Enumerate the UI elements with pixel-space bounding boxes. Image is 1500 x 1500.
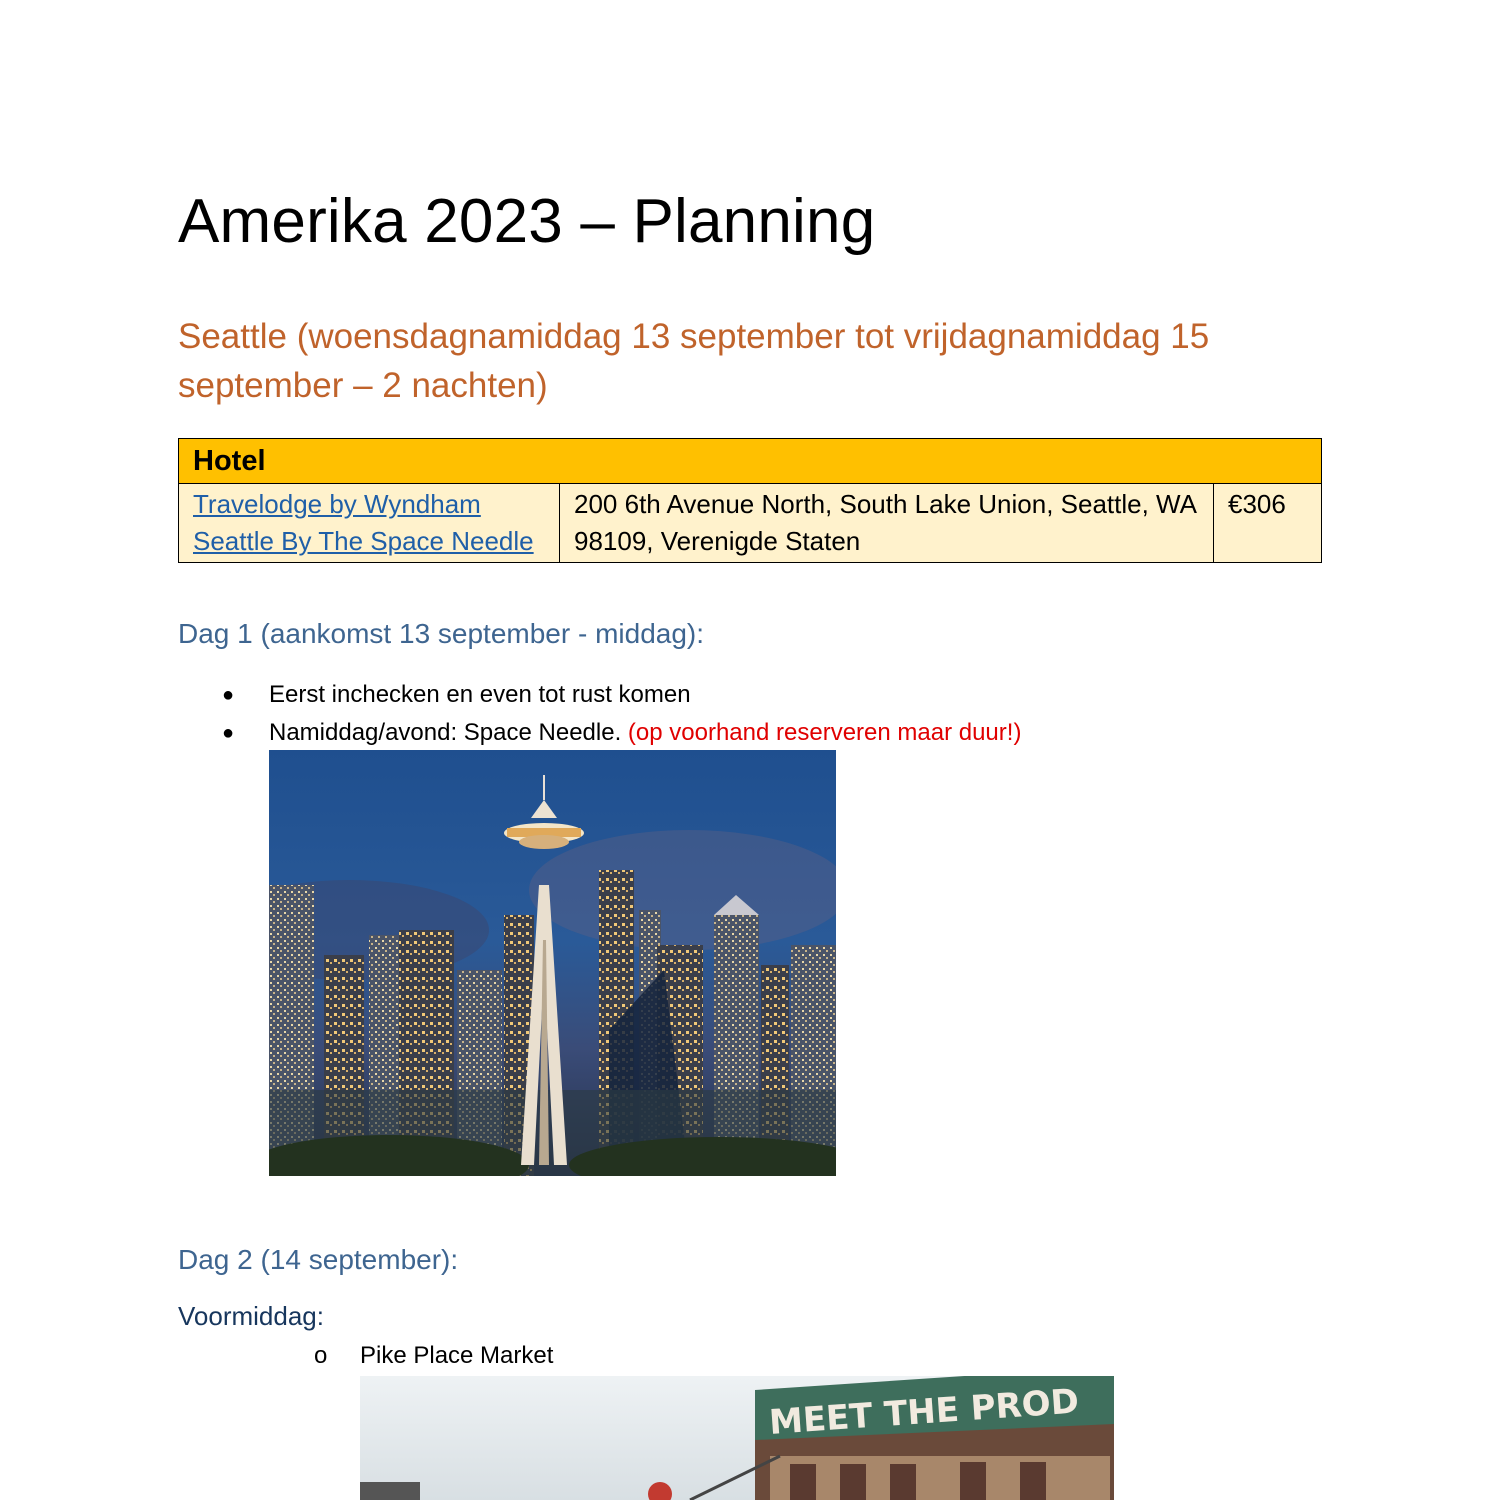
list-item-text: Eerst inchecken en even tot rust komen [269, 681, 691, 708]
list-item-text: Namiddag/avond: Space Needle. [269, 719, 628, 746]
hotel-table [178, 438, 1322, 563]
hotel-link-line2: Seattle By The Space Needle [193, 526, 534, 556]
list-item-text: Pike Place Market [360, 1342, 554, 1369]
pike-place-photo-image [360, 1376, 1114, 1500]
hotel-price-cell: €306 [1214, 484, 1322, 563]
hotel-table-header: Hotel [179, 439, 1322, 484]
space-needle-photo-image [269, 750, 836, 1176]
hotel-link-line1: Travelodge by Wyndham [193, 489, 481, 519]
day2-heading: Dag 2 (14 september): [178, 1244, 459, 1275]
hotel-link[interactable] [193, 489, 534, 556]
day1-heading: Dag 1 (aankomst 13 september - middag): [178, 618, 705, 649]
bullet-icon: ● [222, 722, 235, 744]
hotel-name-cell [179, 484, 560, 563]
day2-subheading: Voormiddag: [178, 1301, 324, 1331]
market-sign-text: MEET THE PROD [767, 1381, 1081, 1443]
list-item [222, 714, 1021, 752]
day1-list [222, 676, 1021, 752]
circle-bullet-icon: o [314, 1342, 328, 1369]
document-title: Amerika 2023 – Planning [178, 187, 876, 256]
list-item [222, 676, 1021, 714]
hotel-address-cell: 200 6th Avenue North, South Lake Union, Seattle, WA 98109, Verenigde Staten [560, 484, 1214, 563]
table-row [179, 484, 1322, 563]
bullet-icon: ● [222, 684, 235, 706]
list-item [314, 1339, 553, 1373]
list-item-note: (op voorhand reserveren maar duur!) [627, 719, 1022, 746]
section-heading-seattle: Seattle (woensdagnamiddag 13 september tot vrijdagnamiddag 15 september – 2 nachten) [178, 317, 1210, 405]
pike-place-photo [360, 1376, 1114, 1500]
space-needle-photo [269, 750, 836, 1176]
